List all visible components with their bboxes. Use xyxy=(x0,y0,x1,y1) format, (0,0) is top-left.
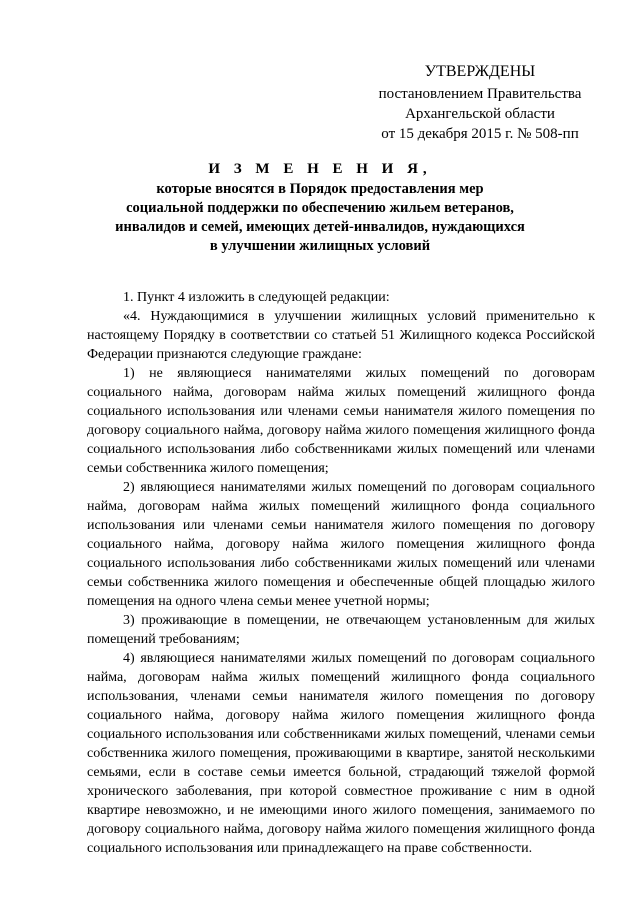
paragraph: 2) являющиеся нанимателями жилых помещений по договорам социального найма, договорам найма жилых помещений жилищного фонда социального использования или членами семьи нанимателя жилого помещения по договору социального найма, договору найма жилого помещения жилищного фонда социального использования либо собственниками жилых помещений или членами семьи собственника жилого помещения и обеспеченные общей площадью жилого помещения на одного члена семьи менее учетной нормы; xyxy=(87,480,595,609)
paragraph: 1. Пункт 4 изложить в следующей редакции: xyxy=(123,290,390,305)
approval-title: УТВЕРЖДЕНЫ xyxy=(424,63,536,80)
heading-line: которые вносятся в Порядок предоставления мер xyxy=(156,181,484,197)
approval-block xyxy=(360,62,600,144)
heading-line: инвалидов и семей, имеющих детей-инвалидов, нуждающихся xyxy=(115,219,525,235)
paragraph: 3) проживающие в помещении, не отвечающем установленным для жилых помещений требованиям; xyxy=(87,613,595,647)
heading-title: И З М Е Н Е Н И Я, xyxy=(208,161,432,177)
heading-line: социальной поддержки по обеспечению жильем ветеранов, xyxy=(126,200,514,216)
paragraph: 4) являющиеся нанимателями жилых помещений по договорам социального найма, договорам найма жилых помещений жилищного фонда социального использования, членами семьи нанимателя жилого помещения по договору социального найма, договору найма жилого помещения жилищного фонда социального использования или собственниками жилых помещений, членами семьи собственника жилого помещения, проживающими в квартире, занятой несколькими семьями, если в составе семьи имеется больной, страдающий тяжелой формой хронического заболевания, при которой совместное проживание с ним в одной квартире невозможно, и не имеющими иного жилого помещения, занимаемого по договору социального найма, договору найма жилого помещения жилищного фонда социального использования или принадлежащего на праве собственности. xyxy=(87,651,595,856)
paragraph: 1) не являющиеся нанимателями жилых помещений по договорам социального найма, договорам найма жилых помещений жилищного фонда социального использования или членами семьи нанимателя жилого помещения по договору социального найма, договору найма жилого помещения жилищного фонда социального использования либо собственниками жилых помещений или членами семьи собственника жилого помещения; xyxy=(87,366,595,476)
paragraph: «4. Нуждающимися в улучшении жилищных условий применительно к настоящему Порядку в соответствии со статьей 51 Жилищного кодекса Российской Федерации признаются следующие граждане: xyxy=(87,309,595,362)
document-body xyxy=(87,288,595,858)
heading-line: в улучшении жилищных условий xyxy=(209,238,431,254)
approval-line: постановлением Правительства xyxy=(378,86,582,102)
approval-line: Архангельской области xyxy=(405,106,555,122)
approval-line: от 15 декабря 2015 г. № 508-пп xyxy=(381,126,579,142)
document-heading xyxy=(60,160,580,256)
